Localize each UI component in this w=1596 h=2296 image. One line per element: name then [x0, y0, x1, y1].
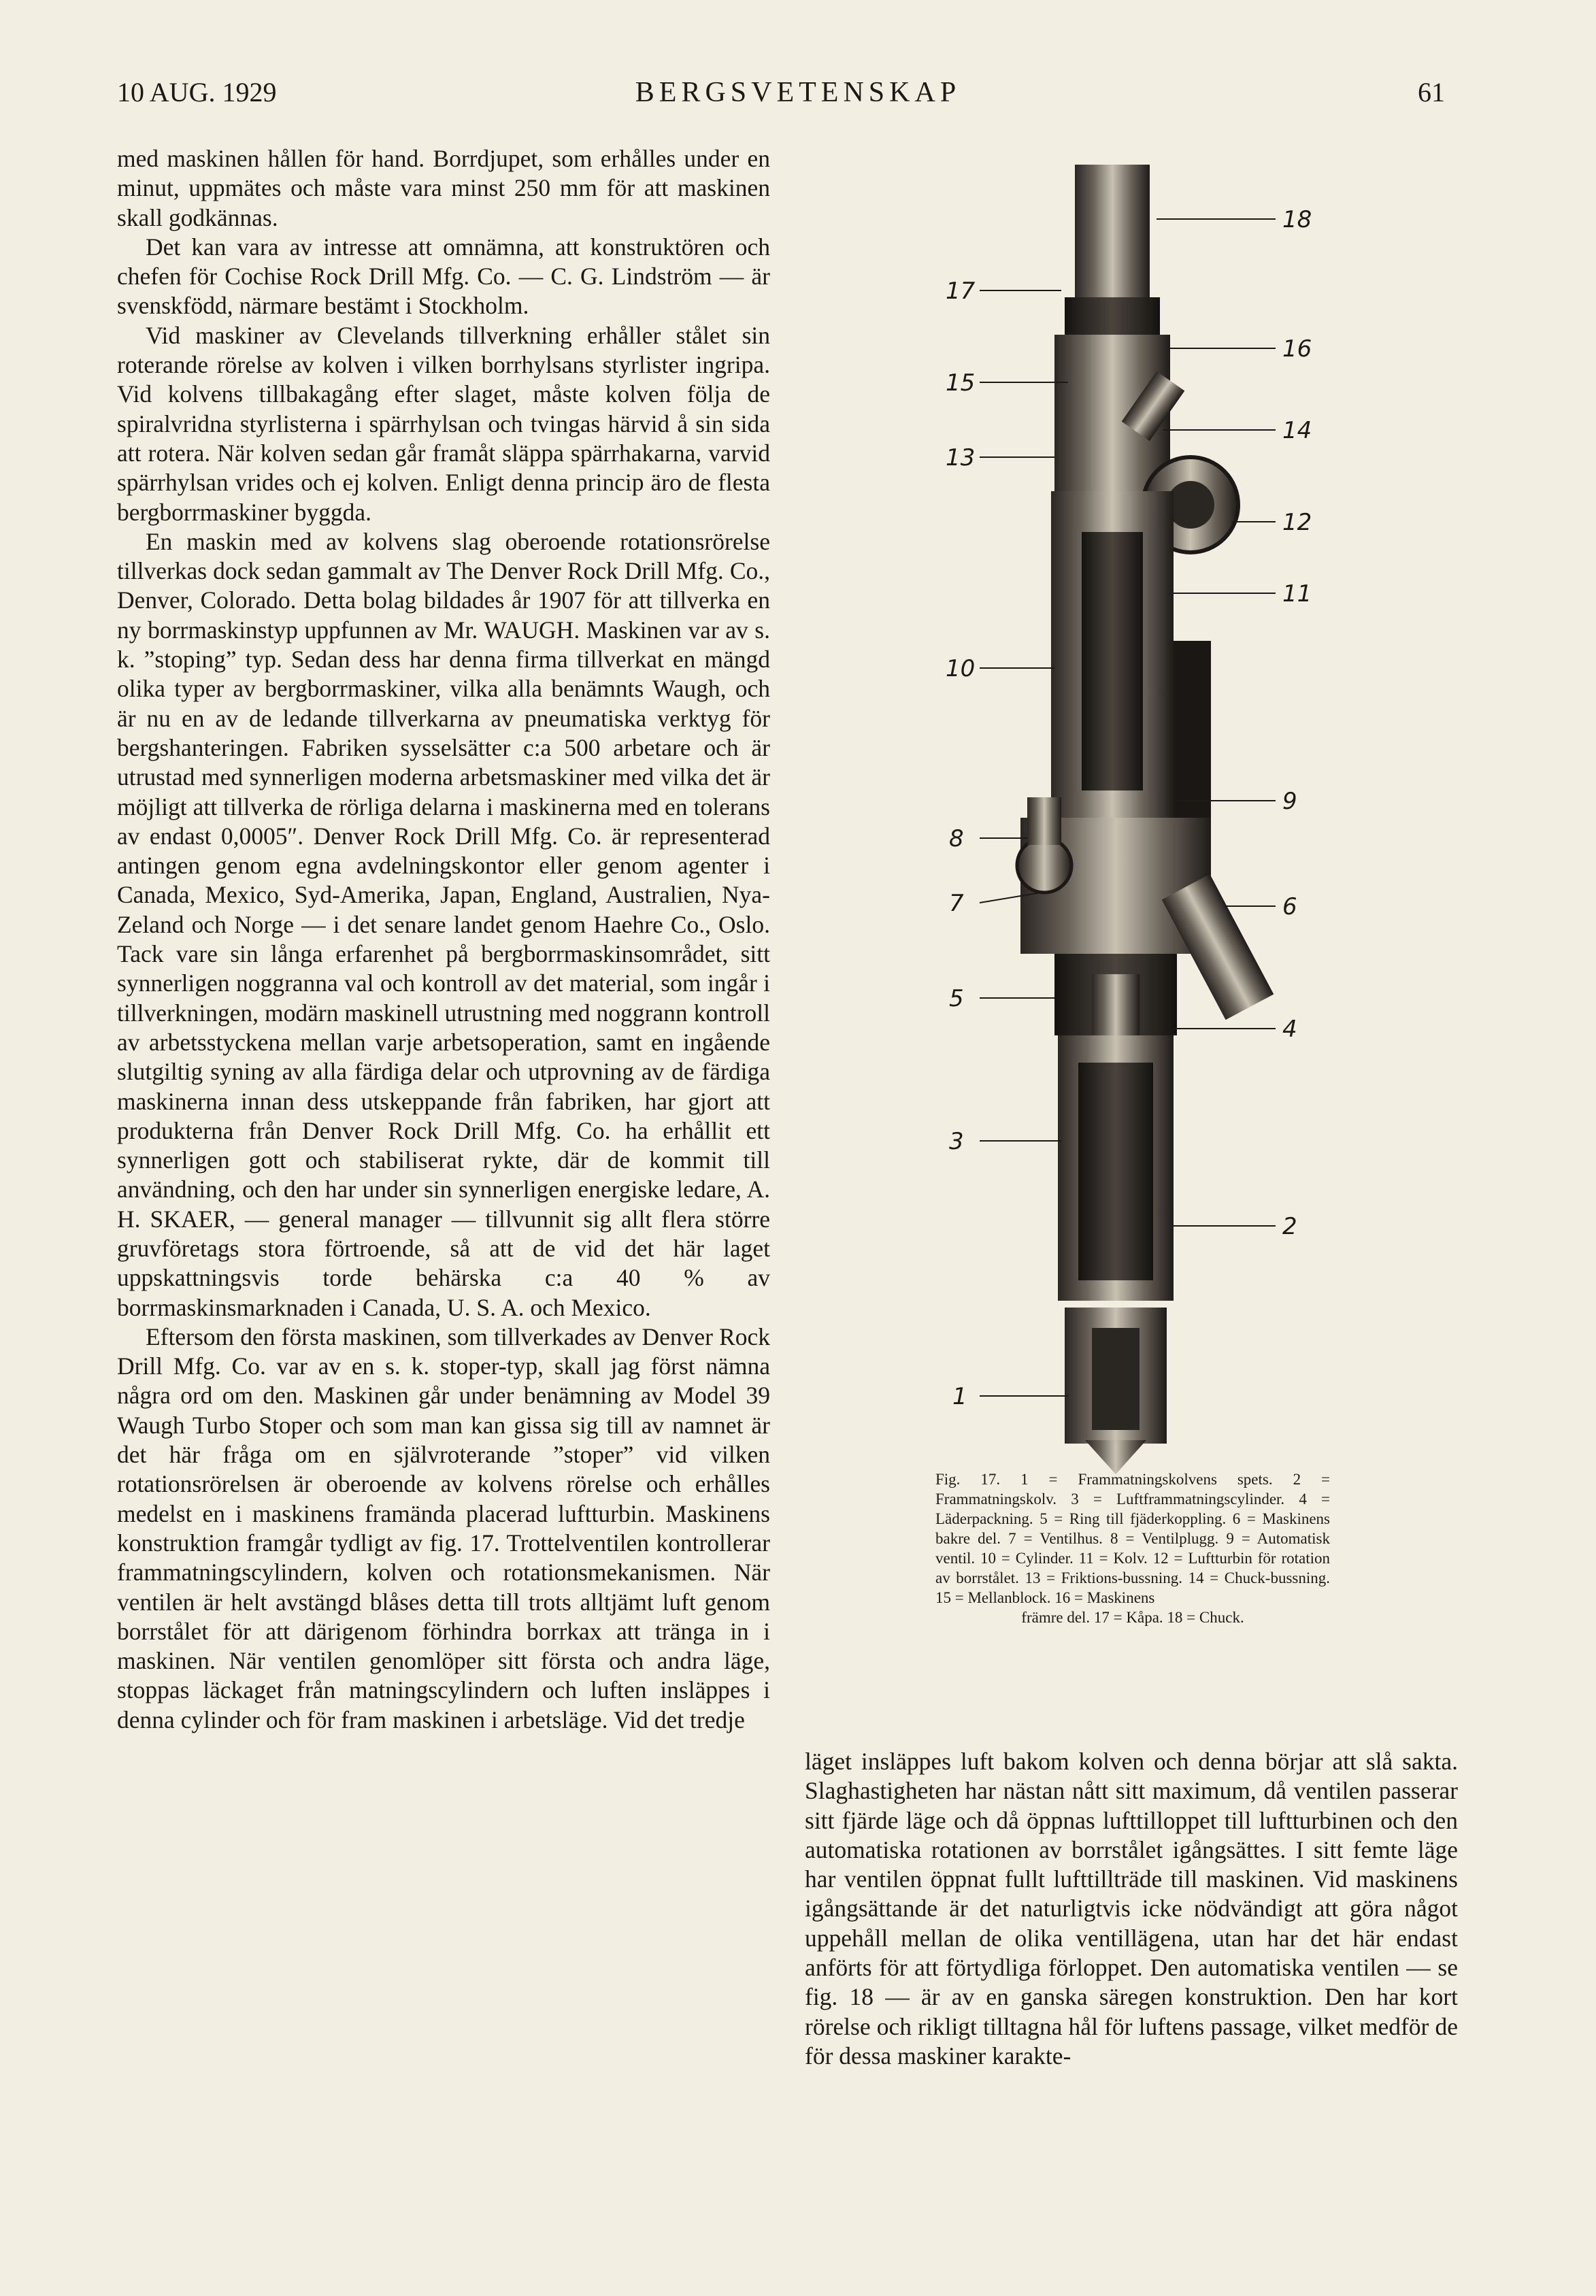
callout-label: 5	[949, 985, 964, 1012]
paragraph: Eftersom den första maskinen, som tillverkades av Denver Rock Drill Mfg. Co. var av en s. k. stoper-typ, skall jag först nämna några ord om den. Maskinen går under benämning av Model 39 Waugh Turbo Stoper och som man kan gissa sig till av namnet är det här fråga om en självroterande ”stoper” vid vilken rotationsrörelsen är oberoende av kolvens rörelse och erhålles medelst en i maskinens framända placerad luftturbin. Maskinens konstruktion framgår tydligt av fig. 17. Trottelventilen kontrollerar frammatningscylindern, kolven och rotationsmekanismen. När ventilen är helt avstängd blåses detta till trots alltjämt luft genom borrstålet för att därigenom förhindra borrkax att tränga in i maskinen. När ventilen genomlöper sitt första och andra läge, stoppas läckaget från matningscylindern och luften insläppes i denna cylinder och för fram maskinen i arbetsläge. Vid det tredje	[117, 1322, 770, 1733]
callout-label: 4	[1282, 1016, 1297, 1043]
callout-label: 14	[1282, 417, 1312, 444]
paragraph: med maskinen hållen för hand. Borrdjupet, som erhålles under en minut, uppmätes och måste vara minst 250 mm för att maskinen skall godkännas.	[117, 145, 770, 231]
figure-caption-text: Fig. 17. 1 = Frammatningskolvens spets. 2 = Frammatningskolv. 3 = Luftframmatningscylinder. 4 = Läderpackning. 5 = Ring till fjäderkoppling. 6 = Maskinens bakre del. 7 = Ventilhus. 8 = Ventilplugg. 9 = Automatisk ventil. 10 = Cylinder. 11 = Kolv. 12 = Luftturbin för rotation av borrstålet. 13 = Friktions-bussning. 14 = Chuck-bussning. 15 = Mellanblock. 16 = Maskinens	[935, 1471, 1330, 1606]
header-date: 10 AUG. 1929	[117, 77, 277, 107]
chuck-shape	[1075, 165, 1150, 301]
paragraph: Det kan vara av intresse att omnämna, att konstruktören och chefen för Cochise Rock Drill Mfg. Co. — C. G. Lindström — är svenskfödd, närmare bestämt i Stockholm.	[117, 233, 770, 320]
drill-illustration	[932, 151, 1354, 1478]
callout-label: 3	[949, 1128, 964, 1155]
figure-caption	[935, 1469, 1330, 1627]
callout-label: 16	[1282, 335, 1312, 363]
callout-label: 6	[1282, 893, 1297, 920]
rock-drill-cross-section-figure	[932, 151, 1354, 1478]
paragraph: läget insläppes luft bakom kolven och denna börjar att slå sakta. Slaghastigheten har nästan nått sitt maximum, då ventilen passerar sitt fjärde läge och då öppnas lufttilloppet till luftturbinen och den automatiska rotationen av borrstålet igångsättes. I sitt femte läge har ventilen öppnat fullt lufttillträde till maskinen. Vid maskinens igångsättande är det naturligtvis icke nödvändigt att göra något uppehåll mellan de olika ventillägena, utan har det här endast anförts för att förtydliga förloppet. Den automatiska ventilen — se fig. 18 — är av en ganska säregen konstruktion. Den har kort rörelse och rikligt tilltagna hål för luftens passage, vilket medför de för dessa maskiner karakte-	[805, 1748, 1458, 2069]
callout-label: 10	[946, 655, 976, 682]
paragraph: Vid maskiner av Clevelands tillverkning erhåller stålet sin roterande rörelse av kolven i vilken borrhylsans styrlister ingripa. Vid kolvens tillbakagång efter slaget, måste kolven följa de spiralvridna styrlisterna i spärrhylsan och tvingas härvid å sin sida att rotera. När kolven sedan går framåt släppa spärrhakarna, varvid spärrhylsan vrides och ej kolven. Enligt denna princip äro de flesta bergborrmaskiner byggda.	[117, 321, 770, 526]
callout-label: 18	[1282, 206, 1312, 233]
page-number: 61	[1418, 77, 1445, 107]
right-text-column	[805, 1747, 1458, 2071]
figure-caption-end: främre del. 17 = Kåpa. 18 = Chuck.	[1021, 1609, 1244, 1626]
callout-label: 12	[1282, 509, 1312, 536]
callout-label: 1	[952, 1383, 967, 1410]
header-journal-title: BERGSVETENSKAP	[635, 77, 961, 108]
callout-label: 13	[946, 444, 976, 471]
callout-label: 15	[946, 369, 976, 397]
callout-label: 17	[946, 278, 976, 305]
callout-label: 11	[1282, 580, 1312, 608]
callout-label: 7	[949, 890, 964, 917]
callout-label: 8	[949, 825, 964, 852]
left-text-column	[117, 144, 770, 1735]
callout-label: 9	[1282, 788, 1297, 815]
paragraph: En maskin med av kolvens slag oberoende rotationsrörelse tillverkas dock sedan gammalt av The Denver Rock Drill Mfg. Co., Denver, Colorado. Detta bolag bildades år 1907 för att tillverka en ny borrmaskinstyp uppfunnen av Mr. WAUGH. Maskinen var av s. k. ”stoping” typ. Sedan dess har denna firma tillverkat en mängd olika typer av bergborrmaskiner, vilka alla benämnts Waugh, och är nu en av de ledande tillverkarna av pneumatiska verktyg för bergshanteringen. Fabriken sysselsätter c:a 500 arbetare och är utrustad med synnerligen moderna arbetsmaskiner med vilka det är möjligt att tillverka de rörliga delarna i maskinerna med en tolerans av endast 0,0005″. Denver Rock Drill Mfg. Co. är representerad antingen genom egna avdelningskontor eller genom agenter i Canada, Mexico, Syd-Amerika, Japan, England, Australien, Nya-Zeland och Norge — i det senare landet genom Haehre Co., Oslo. Tack vare sin långa erfarenhet på bergborrmaskinsområdet, sitt synnerligen noggranna val och kontroll av det material, som ingår i tillverkningen, modärn maskinell utrustning med noggrann kontroll av arbetsstyckena mellan varje arbetsoperation, samt en ingående slutgiltig syning av alla färdiga delar och utprovning av de färdiga maskinerna innan dess utskeppande från fabriken, har gjort att produkterna från Denver Rock Drill Mfg. Co. ha erhållit ett synnerligen gott och stabiliserat rykte, där de kommit till användning, och den har under sin synnerligen energiske ledare, A. H. SKAER, — general manager — tillvunnit sig allt flera större gruvföretags stora förtroende, så att de vid det här laget uppskattningsvis torde behärska c:a 40 % av borrmaskinsmarknaden i Canada, U. S. A. och Mexico.	[117, 527, 770, 1321]
callout-label: 2	[1282, 1213, 1297, 1240]
